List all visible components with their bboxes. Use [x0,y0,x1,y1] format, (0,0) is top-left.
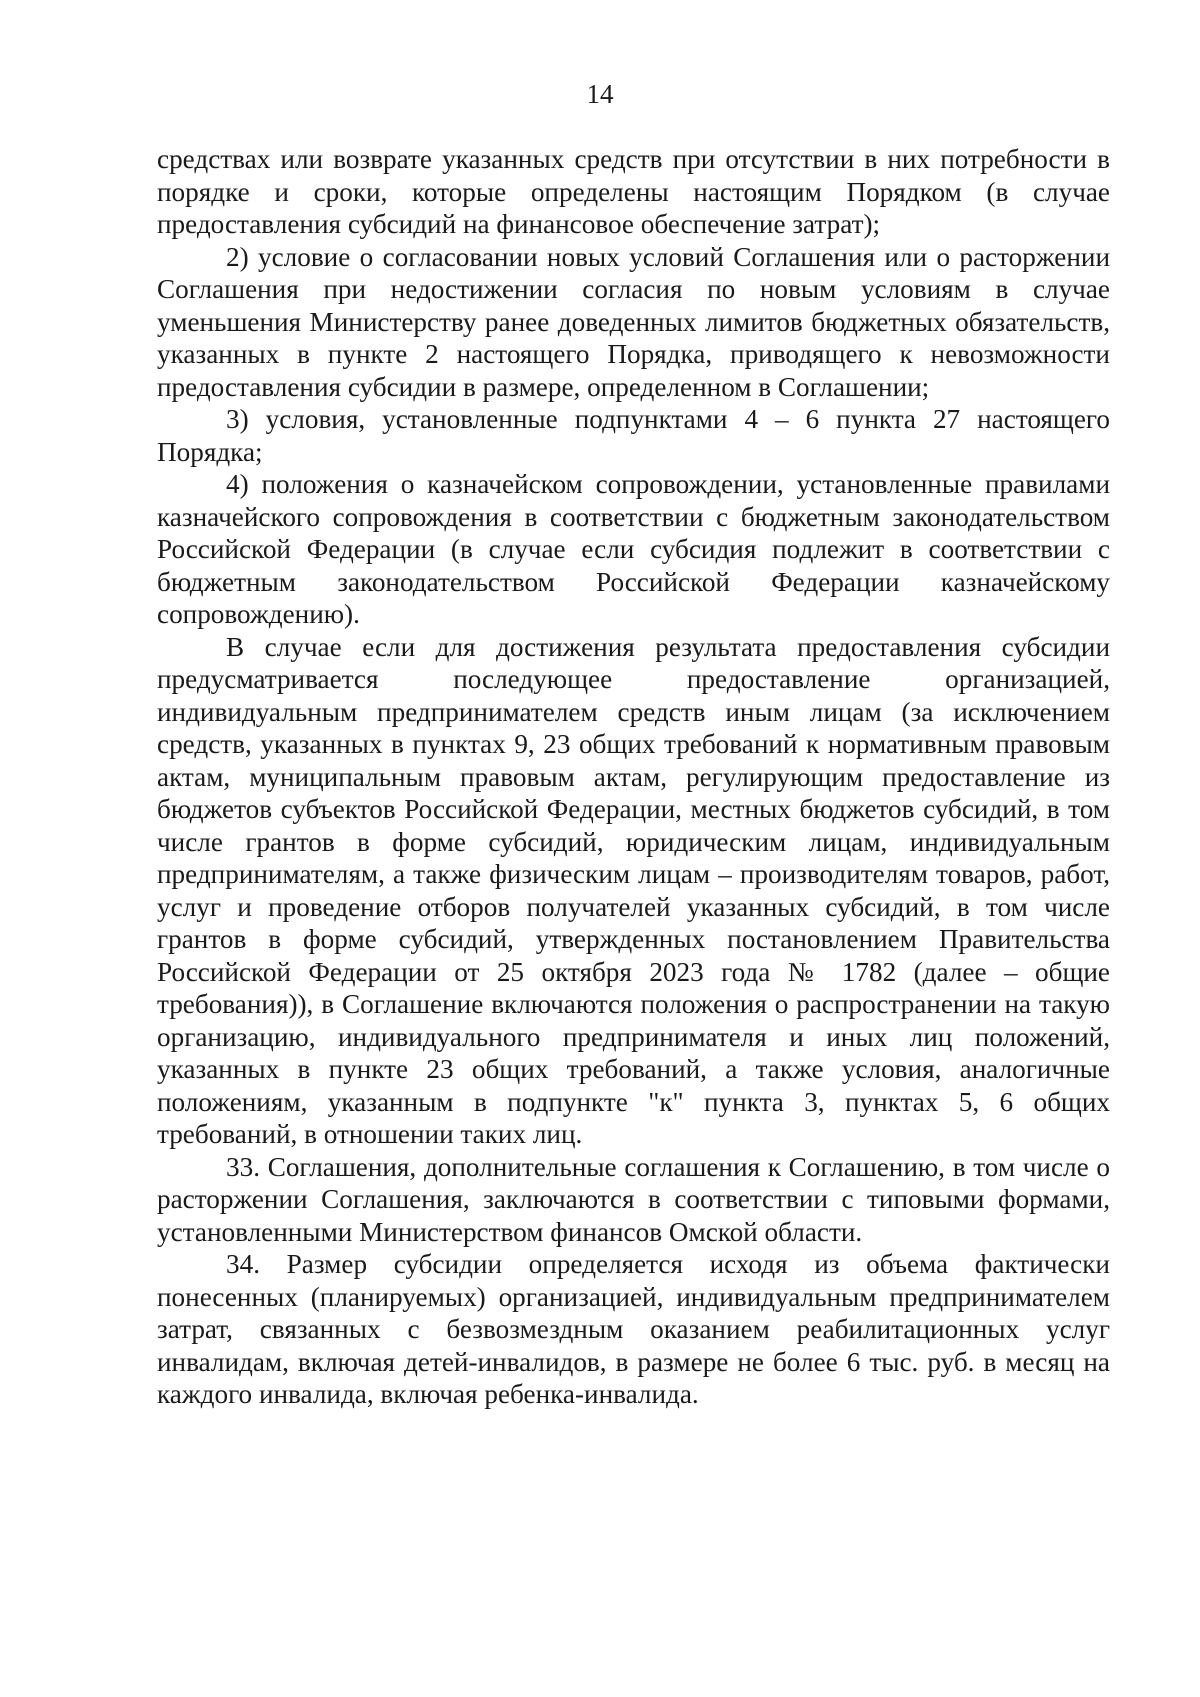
paragraph-clause-33: 33. Соглашения, дополнительные соглашения к Соглашению, в том числе о расторжении Соглашения, заключаются в соответствии с типовыми формами, установленными Министерством финансов Омской области. [157,1151,1110,1247]
page-number: 14 [586,79,614,109]
paragraph-subsidy-transfer: В случае если для достижения результата предоставления субсидии предусматривается последующее предоставление организацией, индивидуальным предпринимателем средств иным лицам (за исключением средств, указанных в пунктах 9, 23 общих требований к нормативным правовым актам, муниципальным правовым актам, регулирующим предоставление из бюджетов субъектов Российской Федерации, местных бюджетов субсидий, в том числе грантов в форме субсидий, юридическим лицам, индивидуальным предпринимателям, а также физическим лицам – производителям товаров, работ, услуг и проведение отборов получателей указанных субсидий, в том числе грантов в форме субсидий, утвержденных постановлением Правительства Российской Федерации от 25 октября 2023 года № 1782 (далее – общие требования)), в Соглашение включаются положения о распространении на такую организацию, индивидуального предпринимателя и иных лиц положений, указанных в пункте 23 общих требований, а также условия, аналогичные положениям, указанным в подпункте "к" пункта 3, пунктах 5, 6 общих требований, в отношении таких лиц. [157,631,1110,1149]
paragraph-continuation: средствах или возврате указанных средств при отсутствии в них потребности в порядке и сроки, которые определены настоящим Порядком (в случае предоставления субсидий на финансовое обеспечение затрат); [157,144,1110,239]
paragraph-item-2: 2) условие о согласовании новых условий Соглашения или о расторжении Соглашения при недостижении согласия по новым условиям в случае уменьшения Министерству ранее доведенных лимитов бюджетных обязательств, указанных в пункте 2 настоящего Порядка, приводящего к невозможности предоставления субсидии в размере, определенном в Соглашении; [157,241,1110,402]
paragraph-clause-34: 34. Размер субсидии определяется исходя из объема фактически понесенных (планируемых) организацией, индивидуальным предпринимателем затрат, связанных с безвозмездным оказанием реабилитационных услуг инвалидам, включая детей-инвалидов, в размере не более 6 тыс. руб. в месяц на каждого инвалида, включая ребенка-инвалида. [157,1249,1110,1409]
paragraph-item-3: 3) условия, установленные подпунктами 4 – 6 пункта 27 настоящего Порядка; [157,404,1110,467]
paragraph-item-4: 4) положения о казначейском сопровождении, установленные правилами казначейского сопровождения в соответствии с бюджетным законодательством Российской Федерации (в случае если субсидия подлежит в соответствии с бюджетным законодательством Российской Федерации казначейскому сопровождению). [157,469,1110,629]
document-body [157,143,1110,1411]
